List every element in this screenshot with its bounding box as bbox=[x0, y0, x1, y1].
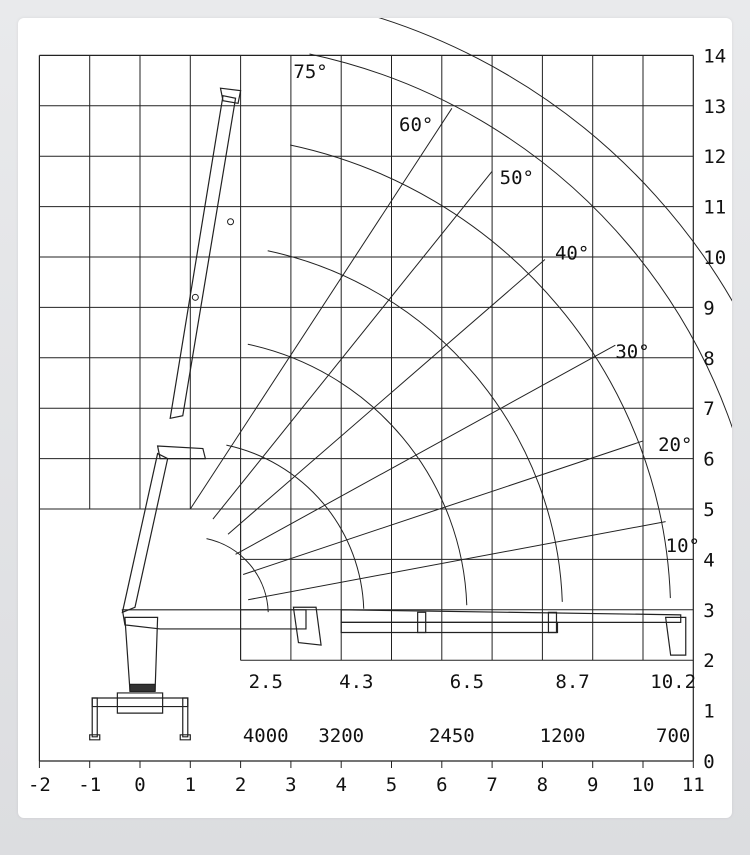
y-tick-label: 0 bbox=[703, 751, 715, 773]
angle-label: 10° bbox=[665, 534, 700, 557]
left-leg bbox=[92, 698, 97, 737]
load-label: 1200 bbox=[539, 724, 586, 747]
boom-ray-50 bbox=[213, 171, 492, 519]
x-tick-label: 11 bbox=[681, 774, 705, 796]
boom-ray-40 bbox=[228, 260, 545, 535]
radius-label: 10.2 bbox=[650, 670, 697, 693]
crane-illustration bbox=[90, 88, 686, 740]
base-beam bbox=[92, 698, 188, 707]
slew-ring bbox=[130, 684, 155, 691]
y-tick-label: 4 bbox=[703, 549, 715, 572]
y-tick-label: 14 bbox=[703, 45, 727, 68]
y-tick-label: 11 bbox=[703, 196, 727, 219]
x-tick-label: 10 bbox=[631, 774, 655, 796]
y-tick-label: 5 bbox=[703, 499, 715, 521]
radius-arc bbox=[310, 54, 732, 595]
x-tick-label: 2 bbox=[234, 774, 247, 796]
y-tick-label: 7 bbox=[703, 398, 715, 421]
load-label: 700 bbox=[656, 724, 691, 747]
radius-arc bbox=[290, 145, 670, 598]
y-tick-label: 8 bbox=[703, 347, 715, 370]
x-tick-label: 9 bbox=[586, 774, 599, 796]
angle-label: 75° bbox=[293, 61, 328, 84]
load-label: 2450 bbox=[428, 724, 475, 747]
y-tick-label: 10 bbox=[703, 247, 727, 269]
y-tick-label: 12 bbox=[703, 146, 727, 169]
boom-ray-20 bbox=[243, 441, 643, 575]
x-tick-label: 4 bbox=[335, 774, 347, 796]
angle-label: 30° bbox=[615, 340, 650, 363]
x-tick-label: -1 bbox=[78, 774, 102, 796]
load-label: 3200 bbox=[318, 724, 365, 747]
radius-label: 2.5 bbox=[248, 670, 283, 693]
boom-ray-10 bbox=[248, 522, 665, 600]
chart-grid bbox=[39, 55, 693, 761]
angle-label: 20° bbox=[658, 434, 693, 457]
angle-label: 50° bbox=[499, 166, 534, 189]
y-tick-label: 2 bbox=[703, 650, 715, 673]
boom-pin bbox=[228, 219, 234, 225]
radius-arc bbox=[207, 539, 269, 613]
y-tick-label: 9 bbox=[703, 297, 715, 320]
radius-arc bbox=[277, 18, 732, 593]
chart-card bbox=[18, 18, 732, 818]
x-tick-label: 3 bbox=[285, 774, 297, 796]
angle-label: 60° bbox=[399, 114, 434, 136]
axes bbox=[28, 45, 726, 796]
radius-arcs bbox=[207, 18, 732, 612]
boom-pin bbox=[192, 294, 198, 300]
radius-label: 8.7 bbox=[555, 670, 590, 693]
main-boom-raised bbox=[122, 454, 167, 613]
x-tick-label: 1 bbox=[184, 774, 197, 796]
x-tick-label: 8 bbox=[536, 774, 549, 796]
right-leg bbox=[183, 698, 188, 737]
radius-arc bbox=[226, 445, 363, 609]
main-boom-horizontal bbox=[122, 610, 306, 629]
boom-knuckle bbox=[293, 607, 321, 645]
x-tick-label: -2 bbox=[27, 774, 51, 796]
angle-label: 40° bbox=[554, 242, 590, 265]
y-tick-label: 13 bbox=[703, 95, 727, 118]
x-tick-label: 0 bbox=[134, 774, 146, 796]
radius-label: 6.5 bbox=[449, 670, 485, 693]
crane-load-chart bbox=[18, 18, 732, 818]
y-tick-label: 3 bbox=[703, 599, 715, 622]
extension-boom bbox=[341, 610, 681, 623]
boom-ray-60 bbox=[190, 108, 452, 509]
y-tick-label: 6 bbox=[703, 448, 715, 471]
base-plate bbox=[117, 693, 162, 713]
x-tick-label: 6 bbox=[436, 774, 448, 796]
load-label: 4000 bbox=[242, 724, 289, 747]
y-tick-label: 1 bbox=[703, 700, 715, 723]
radius-label: 4.3 bbox=[339, 670, 374, 693]
boom-ray-30 bbox=[236, 345, 616, 554]
x-tick-label: 7 bbox=[486, 774, 498, 796]
boom-tip bbox=[666, 617, 686, 655]
extension-boom-lower bbox=[341, 622, 557, 632]
x-tick-label: 5 bbox=[385, 774, 398, 796]
